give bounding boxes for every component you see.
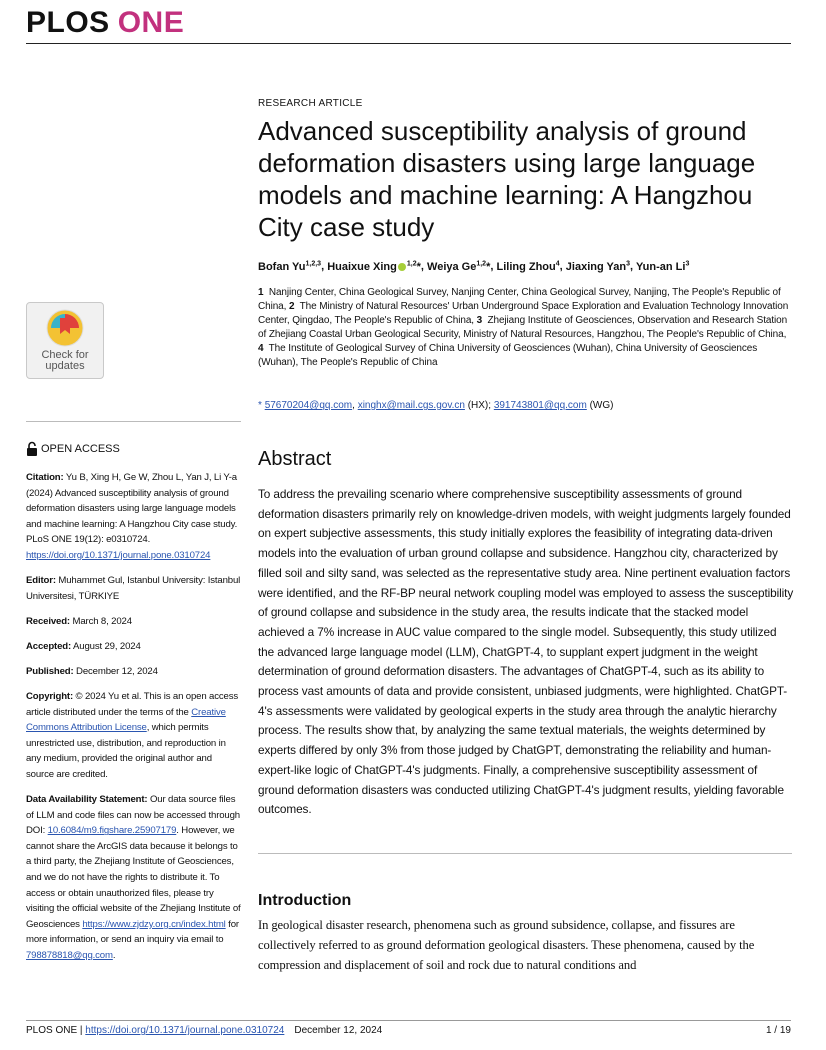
copyright-text-1: © 2024 Yu et al. This is an open access article distributed under the terms of the <box>26 691 238 718</box>
copyright-label: Copyright: <box>26 691 73 703</box>
data-text-2: . However, we cannot share the ArcGIS data because it belongs to a third party, the Zhejiang Institute of Geosciences, and we do not have the rights to distribute it. To access or obtain unauthorized files, please try visiting the official website of the Zhejiang Institute of Geosciences <box>26 825 241 930</box>
received-date <box>26 614 241 630</box>
affiliation-number: 3 <box>476 315 483 327</box>
orcid-icon[interactable] <box>398 263 406 271</box>
journal-logo-plos: PLOS <box>26 6 110 39</box>
abstract-text: To address the prevailing scenario where comprehensive susceptibility assessments of ground deformation disasters primarily rely on knowledge-driven models, with weight judgments largely founded on expert subjective assessments, this study initially explores the feasibility of integrating data-driven models into the evaluation of urban ground collapse and subsidence. Hangzhou city, characterized by filled soil and silty sand, was selected as the representative study area. Nine pertinent evaluation factors were identified, and the RF-BP neural network coupling model was employed to assess the susceptibility of ground collapse and subsidence in the study area, the results indicate that the stacked model achieved a 7% increase in AUC value compared to the single model. Subsequently, this study utilized the advanced large language model (LLM), ChatGPT-4, to supplant expert judgment in the weight determination of ground deformation disasters. The advantages of ChatGPT-4, such as its ability to process vast amounts of data and provide consistent, unbiased judgments, were highlighted. ChatGPT-4's assessments were validated by geological experts in the study area through the analytic hierarchy process. The results show that, by analyzing the same textual materials, the weights determined by experts differed by only 3% from those judged by ChatGPT, demonstrating the reliability and human-expert-like logic of ChatGPT-4's judgments. Finally, a comprehensive susceptibility assessment of ground deformation disasters was conducted utilizing ChatGPT-4's judgment results, yielding favorable outcomes. <box>258 487 794 817</box>
received-label: Received: <box>26 615 70 627</box>
article-info-sidebar <box>26 470 241 973</box>
published-label: Published: <box>26 665 74 677</box>
page-footer <box>26 1025 382 1036</box>
abstract-heading: Abstract <box>258 448 332 470</box>
corresponding-star: * <box>486 260 491 273</box>
affiliation-text: The Institute of Geological Survey of China University of Geosciences (Wuhan), China University of Geosciences (Wuhan), The People's Republic of China <box>258 343 758 369</box>
email-star: * <box>258 400 262 411</box>
data-availability <box>26 792 241 964</box>
open-access-badge <box>26 441 120 456</box>
journal-logo <box>26 6 184 40</box>
zjdzy-website-link[interactable]: https://www.zjdzy.org.cn/index.html <box>82 918 226 930</box>
email-note-3: (WG) <box>586 400 614 411</box>
email-note-2: (HX); <box>464 400 494 411</box>
check-for-updates-label: Check for updates <box>41 349 89 372</box>
footer-doi-link[interactable]: https://doi.org/10.1371/journal.pone.0310724 <box>85 1025 285 1036</box>
abstract-divider <box>258 853 792 854</box>
affiliations <box>258 286 793 371</box>
published-text: December 12, 2024 <box>73 665 158 677</box>
received-text: March 8, 2024 <box>69 615 132 627</box>
author[interactable]: Weiya Ge$^{1,2}$* <box>427 260 491 273</box>
email-link-2[interactable]: xinghx@mail.cgs.gov.cn <box>357 400 465 411</box>
author[interactable]: Bofan Yu$^{1,2,3}$ <box>258 260 322 273</box>
introduction-text: In geological disaster research, phenomena such as ground subsidence, collapse, and fissures are collectively referred to as ground deformation geological disasters. These phenomena, caused by the compression and displacement of soil and rock due to natural conditions and <box>258 918 755 972</box>
author[interactable]: Huaixue Xing $^{1,2}$* <box>327 260 421 273</box>
affiliation-text: Zhejiang Institute of Geosciences, Observation and Research Station of Zhejiang Coastal Urban Geological Security, Ministry of Natural Resources, Hangzhou, The People's Republic of China, <box>258 315 788 341</box>
sidebar-divider <box>26 421 241 422</box>
open-access-label: OPEN ACCESS <box>41 442 120 455</box>
citation-label: Citation: <box>26 472 64 483</box>
cc-license-link[interactable]: Creative Commons Attribution License <box>26 706 226 734</box>
editor-text: Muhammet Gul, Istanbul University: Istanbul Universitesi, TÜRKIYE <box>26 575 241 602</box>
footer-divider <box>26 1020 791 1021</box>
author[interactable]: Liling Zhou$^4$ <box>496 260 560 273</box>
crossmark-icon <box>45 308 85 348</box>
inquiry-email-link[interactable]: 798878818@qq.com <box>26 950 113 962</box>
email-link-3[interactable]: 391743801@qq.com <box>493 400 587 411</box>
accepted-date <box>26 639 241 655</box>
citation-text: Yu B, Xing H, Ge W, Zhou L, Yan J, Li Y-a (2024) Advanced susceptibility analysis of ground deformation disasters using large language models and machine learning: A Hangzhou City case study. PLoS ONE 19(12): e0310724. <box>26 472 238 546</box>
page-number: 1 / 19 <box>765 1025 791 1036</box>
correspondence-emails: * 57670204@qq.com, xinghx@mail.cgs.gov.cn (HX); 391743801@qq.com (WG) <box>258 400 614 411</box>
author-list: Bofan Yu$^{1,2,3}$, Huaixue Xing $^{1,2}$*, Weiya Ge$^{1,2}$*, Liling Zhou$^4$, Jiaxing Yan$^3$, Yun-an Li$^3$ <box>258 260 690 273</box>
affiliation-text: The Ministry of Natural Resources' Urban Underground Space Exploration and Evaluation Technology Innovation Center, Qingdao, The People's Republic of China, <box>258 301 789 327</box>
header-divider <box>26 43 791 44</box>
data-text-1: Our data source files of LLM and code files can now be accessed through DOI: <box>26 794 240 837</box>
article-title: Advanced susceptibility analysis of ground deformation disasters using large language models and machine learning: A Hangzhou City case study <box>258 116 756 242</box>
author[interactable]: Yun-an Li$^3$ <box>635 260 690 273</box>
email-link-1[interactable]: 57670204@qq.com <box>264 400 353 411</box>
editor <box>26 573 241 604</box>
affiliation-number: 2 <box>289 301 295 313</box>
affiliation-number: 1 <box>258 287 264 298</box>
journal-logo-one: ONE <box>117 6 185 39</box>
accepted-text: August 29, 2024 <box>71 640 141 652</box>
data-text-4: . <box>112 950 116 962</box>
data-availability-label: Data Availability Statement: <box>26 794 148 806</box>
affiliation-text: Nanjing Center, China Geological Survey, Nanjing Center, China Geological Survey, Nanjing, The People's Republic of China, <box>258 287 781 313</box>
author[interactable]: Jiaxing Yan$^3$ <box>565 260 631 273</box>
check-for-updates-button[interactable] <box>26 302 104 379</box>
article-type: RESEARCH ARTICLE <box>258 98 363 109</box>
citation-doi-link[interactable]: https://doi.org/10.1371/journal.pone.0310724 <box>26 549 211 561</box>
citation <box>26 470 241 564</box>
affiliation-number: 4 <box>258 343 264 355</box>
copyright-text-2: , which permits unrestricted use, distribution, and reproduction in any medium, provided the original author and source are credited. <box>26 722 226 780</box>
published-date <box>26 664 241 680</box>
footer-journal: PLOS ONE | <box>26 1025 86 1036</box>
data-text-3: for more information, or send an inquiry via email to <box>26 918 239 946</box>
corresponding-star: * <box>416 260 421 273</box>
copyright <box>26 689 241 783</box>
editor-label: Editor: <box>26 575 56 587</box>
figshare-doi-link[interactable]: 10.6084/m9.figshare.25907179 <box>47 825 177 837</box>
accepted-label: Accepted: <box>26 640 72 652</box>
footer-date: December 12, 2024 <box>294 1025 383 1036</box>
introduction-heading: Introduction <box>258 892 352 909</box>
open-lock-icon <box>26 441 38 456</box>
